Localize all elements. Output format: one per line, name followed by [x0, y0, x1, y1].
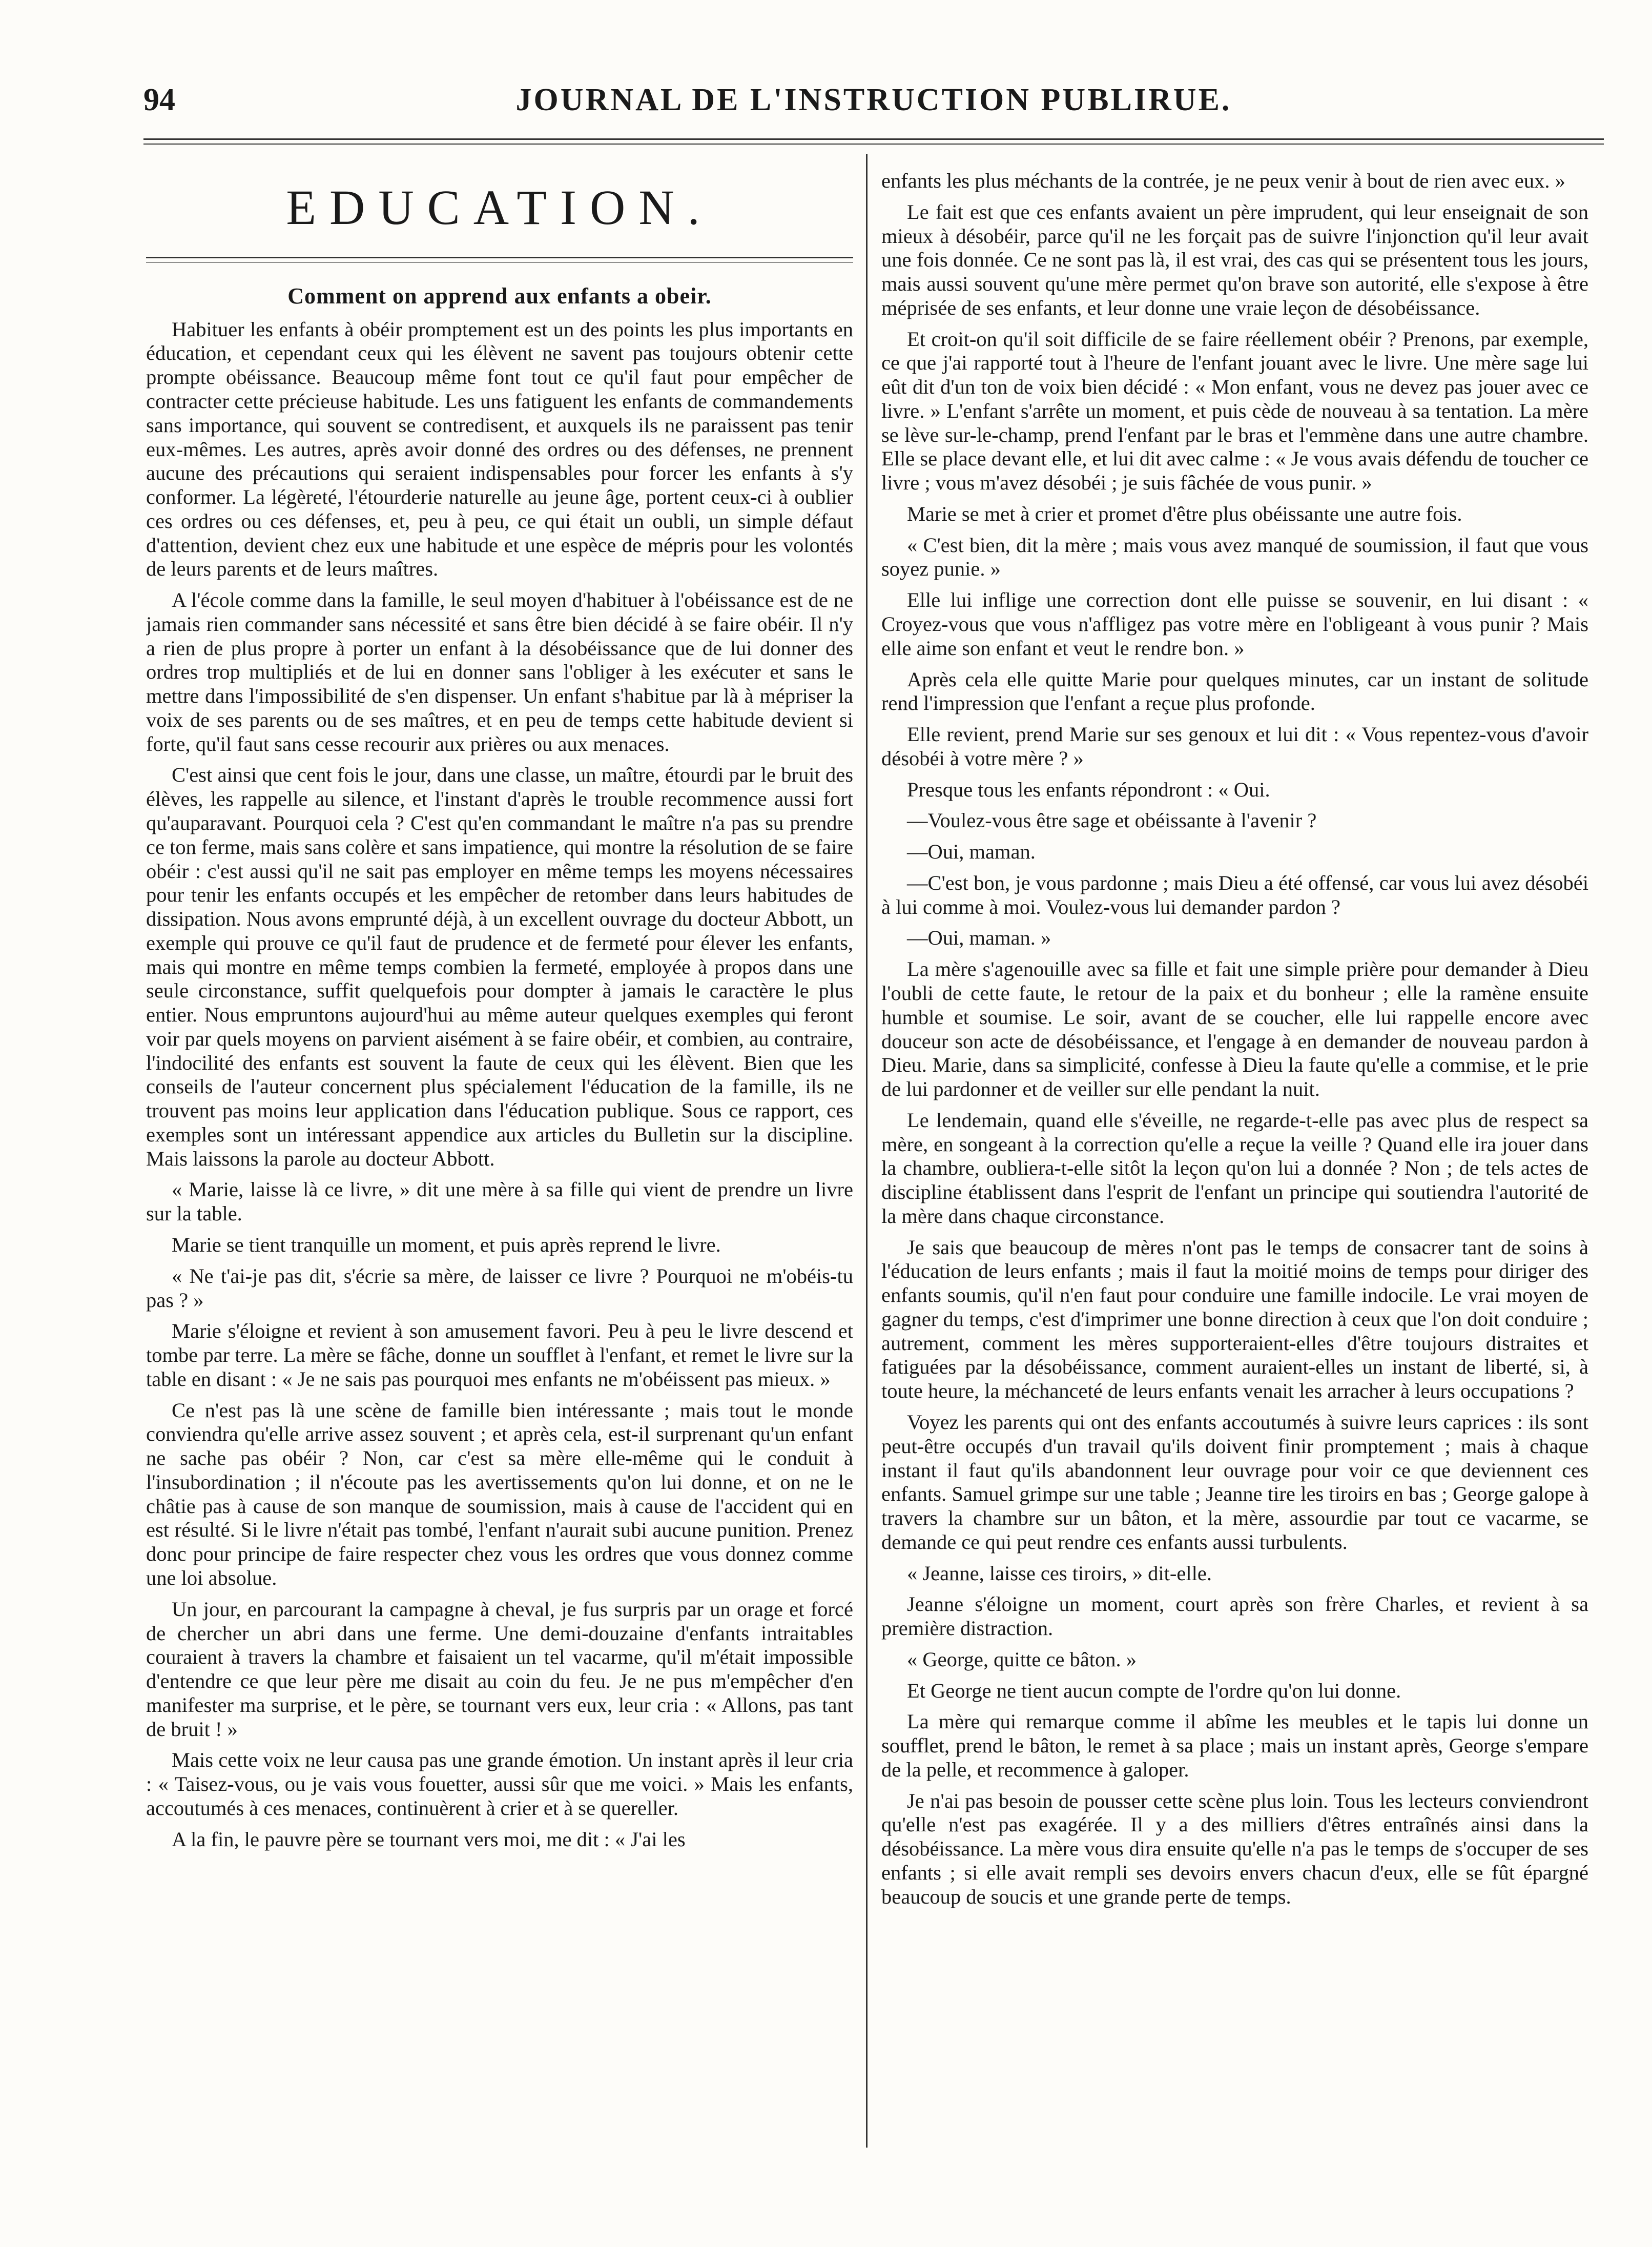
article-title: Comment on apprend aux enfants a obeir. [287, 283, 712, 309]
article-paragraph: Je sais que beaucoup de mères n'ont pas le temps de consacrer tant de soins à l'éducation de leurs enfants ; mais il faut la moitié moins de temps pour diriger des enfants soumis, qu'il n'en faut pour conduire une famille indocile. Le vrai moyen de gagner du temps, c'est d'imprimer une bonne direction à ceux que l'on doit conduire ; autrement, comment les mères supporteraient-elles d'être toujours distraites et fatiguées par la désobéissance, comment auraient-elles un instant de liberté, si, à toute heure, la méchanceté de leurs enfants venait les arracher à leurs occupations ? [881, 1235, 1588, 1403]
article-paragraph: Elle revient, prend Marie sur ses genoux et lui dit : « Vous repentez-vous d'avoir désobéi à votre mère ? » [881, 723, 1588, 770]
article-paragraph: —Voulez-vous être sage et obéissante à l'avenir ? [907, 809, 1317, 832]
article-paragraph: Et George ne tient aucun compte de l'ordre qu'on lui donne. [907, 1679, 1401, 1702]
section-title: EDUCATION. [286, 180, 713, 235]
article-paragraph: Le lendemain, quand elle s'éveille, ne regarde-t-elle pas avec plus de respect sa mère, en songeant à la correction qu'elle a reçue la veille ? Quand elle ira jouer dans la chambre, oubliera-t-elle sitôt la leçon qu'on lui a donnée ? Non ; de tels actes de discipline établissent dans l'esprit de l'enfant un principe qui soutiendra l'autorité de la mère dans chaque circonstance. [881, 1108, 1588, 1228]
article-paragraph: Marie se met à crier et promet d'être plus obéissante une autre fois. [907, 502, 1462, 525]
article-paragraph: « Jeanne, laisse ces tiroirs, » dit-elle. [907, 1561, 1212, 1585]
left-column [146, 169, 853, 2127]
page-header [143, 82, 1604, 128]
article-paragraph: « C'est bien, dit la mère ; mais vous avez manqué de soumission, il faut que vous soyez punie. » [881, 533, 1588, 581]
article-paragraph: Le fait est que ces enfants avaient un père imprudent, qui leur enseignait de son mieux à désobéir, parce qu'il ne les forçait pas de suivre l'injonction qu'il leur avait une fois donnée. Ce ne sont pas là, il est vrai, des cas qui se présentent tous les jours, mais aussi souvent qu'une mère permet qu'on brave son autorité, elle s'expose à être méprisée de ses enfants, et leur donne une vraie leçon de désobéissance. [881, 200, 1588, 319]
article-paragraph: La mère s'agenouille avec sa fille et fait une simple prière pour demander à Dieu l'oubli de cette faute, le retour de la paix et du bonheur ; elle la ramène ensuite humble et soumise. Le soir, avant de se coucher, elle lui rappelle encore avec douceur son acte de désobéissance, et l'engage à en demander de nouveau pardon à Dieu. Marie, dans sa simplicité, confesse à Dieu la faute qu'elle a commise, et le prie de lui pardonner et de veiller sur elle pendant la nuit. [881, 957, 1588, 1101]
article-paragraph: —C'est bon, je vous pardonne ; mais Dieu a été offensé, car vous lui avez désobéi à lui comme à moi. Voulez-vous lui demander pardon ? [881, 871, 1588, 918]
section-rule-thin [146, 262, 853, 263]
article-paragraph: A l'école comme dans la famille, le seul moyen d'habituer à l'obéissance est de ne jamais rien commander sans nécessité et sans être bien décidé à se faire obéir. Il n'y a rien de plus propre à porter un enfant à la désobéissance que de lui donner des ordres trop multipliés et de lui en donner sans l'obliger à les exécuter et sans le mettre dans l'impossibilité de s'en dispenser. Un enfant s'habitue par là à mépriser la voix de ses parents ou de ses maîtres, et en peu de temps cette habitude devient si forte, qu'il faut sans cesse recourir aux prières ou aux menaces. [146, 588, 853, 755]
article-paragraph: Jeanne s'éloigne un moment, court après son frère Charles, et revient à sa première distraction. [881, 1592, 1588, 1640]
article-paragraph: Mais cette voix ne leur causa pas une grande émotion. Un instant après il leur cria : « Taisez-vous, ou je vais vous fouetter, aussi sûr que me voici. » Mais les enfants, accoutumés à ces menaces, continuèrent à crier et à se quereller. [146, 1748, 853, 1820]
header-rule-thin [143, 144, 1604, 145]
article-paragraph: Marie s'éloigne et revient à son amusement favori. Peu à peu le livre descend et tombe par terre. La mère se fâche, donne un soufflet à l'enfant, et remet le livre sur la table en disant : « Je ne sais pas pourquoi mes enfants ne m'obéissent pas mieux. » [146, 1319, 853, 1391]
article-paragraph: Un jour, en parcourant la campagne à cheval, je fus surpris par un orage et forcé de chercher un abri dans une ferme. Une demi-douzaine d'enfants intraitables couraient à travers la chambre et faisaient un tel vacarme, qu'il m'était impossible d'entendre ce que leur père me disait au coin du feu. Je ne pus m'empêcher d'en manifester ma surprise, et le père, se tournant vers eux, leur cria : « Allons, pas tant de bruit ! » [146, 1597, 853, 1741]
section-rule [146, 257, 853, 258]
page-number: 94 [143, 83, 175, 117]
article-paragraph: enfants les plus méchants de la contrée, je ne peux venir à bout de rien avec eux. » [881, 169, 1565, 192]
article-paragraph: Elle lui inflige une correction dont elle puisse se souvenir, en lui disant : « Croyez-vous que vous n'affligez pas votre mère en l'obligeant à vous punir ? Mais elle aime son enfant et veut le rendre bon. » [881, 588, 1588, 660]
right-column [881, 169, 1588, 2127]
article-paragraph: « Ne t'ai-je pas dit, s'écrie sa mère, de laisser ce livre ? Pourquoi ne m'obéis-tu pas ? » [146, 1264, 853, 1312]
article-paragraph: C'est ainsi que cent fois le jour, dans une classe, un maître, étourdi par le bruit des élèves, les rappelle au silence, et l'instant d'après le trouble recommence aussi fort qu'auparavant. Pourquoi cela ? C'est qu'en commandant le maître n'a pas su prendre ce ton ferme, mais sans colère et sans impatience, qui montre la résolution de se faire obéir : c'est aussi qu'il ne sait pas employer en même temps les moyens nécessaires pour tenir les enfants occupés et les empêcher de retomber dans leurs habitudes de dissipation. Nous avons emprunté déjà, à un excellent ouvrage du docteur Abbott, un exemple qui prouve ce qu'il faut de prudence et de fermeté pour élever les enfants, mais qui montre en même temps combien la fermeté, employée à propos dans une seule circonstance, suffit quelquefois pour dompter à jamais le caractère le plus entier. Nous empruntons aujourd'hui au même auteur quelques exemples qui feront voir par quels moyens on parvient aisément à se faire obéir, et combien, au contraire, l'indocilité des enfants est souvent la faute de ceux qui les élèvent. Bien que les conseils de l'auteur concernent plus spécialement l'éducation de la famille, ils ne trouvent pas moins leur application dans l'éducation publique. Sous ce rapport, ces exemples sont un intéressant appendice aux articles du Bulletin sur la discipline. Mais laissons la parole au docteur Abbott. [146, 763, 853, 1170]
article-paragraph: —Oui, maman. » [907, 926, 1051, 950]
article-paragraph: « Marie, laisse là ce livre, » dit une mère à sa fille qui vient de prendre un livre sur la table. [146, 1178, 853, 1225]
article-paragraph: « George, quitte ce bâton. » [907, 1647, 1137, 1671]
article-paragraph: A la fin, le pauvre père se tournant vers moi, me dit : « J'ai les [172, 1827, 686, 1851]
column-divider [866, 154, 868, 2148]
article-paragraph: La mère qui remarque comme il abîme les meubles et le tapis lui donne un soufflet, prend le bâton, le remet à sa place ; mais un instant après, George s'empare de la pelle, et recommence à galoper. [881, 1710, 1588, 1781]
article-paragraph: Marie se tient tranquille un moment, et puis après reprend le livre. [172, 1233, 721, 1257]
article-paragraph: Voyez les parents qui ont des enfants accoutumés à suivre leurs caprices : ils sont peut-être occupés d'un travail qu'ils doivent finir promptement ; mais à chaque instant il faut qu'ils abandonnent leur ouvrage pour voir ce que deviennent ces enfants. Samuel grimpe sur une table ; Jeanne tire les tiroirs en bas ; George galope à travers la chambre sur un bâton, et la mère, assourdie par tout ce vacarme, se demande ce qui peut rendre ces enfants aussi turbulents. [881, 1410, 1588, 1554]
running-title: JOURNAL DE L'INSTRUCTION PUBLIRUE. [515, 83, 1232, 117]
article-paragraph: Après cela elle quitte Marie pour quelques minutes, car un instant de solitude rend l'impression que l'enfant a reçue plus profonde. [881, 667, 1588, 715]
article-paragraph: Ce n'est pas là une scène de famille bien intéressante ; mais tout le monde conviendra qu'elle arrive assez souvent ; et après cela, est-il surprenant qu'un enfant ne sache pas obéir ? Non, car c'est sa mère elle-même qui le conduit à l'insubordination ; il n'écoute pas les avertissements qu'on lui donne, et on ne le châtie pas à cause de son manque de soumission, mais à cause de l'accident qui en est résulté. Si le livre n'était pas tombé, l'enfant n'aurait subi aucune punition. Prenez donc pour principe de faire respecter chez vous les ordres que vous donnez comme une loi absolue. [146, 1398, 853, 1589]
article-paragraph: Je n'ai pas besoin de pousser cette scène plus loin. Tous les lecteurs conviendront qu'elle n'est pas exagérée. Il y a des milliers d'êtres entraînés ainsi dans la désobéissance. La mère vous dira ensuite qu'elle n'a pas le temps de s'occuper de ses enfants ; si elle avait rempli ses devoirs envers chacun d'eux, elle se fût épargné beaucoup de soucis et une grande perte de temps. [881, 1789, 1588, 1908]
article-paragraph: Et croit-on qu'il soit difficile de se faire réellement obéir ? Prenons, par exemple, ce que j'ai rapporté tout à l'heure de l'enfant jouant avec le livre. Une mère sage lui eût dit d'un ton de voix bien décidé : « Mon enfant, vous ne devez pas jouer avec ce livre. » L'enfant s'arrête un moment, et puis cède de nouveau à sa tentation. La mère se lève sur-le-champ, prend l'enfant par le bras et l'emmène dans une autre chambre. Elle se place devant elle, et lui dit avec calme : « Je vous avais défendu de toucher ce livre ; vous m'avez désobéi ; je suis fâchée de vous punir. » [881, 327, 1588, 495]
article-paragraph: —Oui, maman. [907, 840, 1036, 864]
header-rule [143, 138, 1604, 140]
article-paragraph: Habituer les enfants à obéir promptement est un des points les plus importants en éducation, et cependant ceux qui les élèvent ne savent pas toujours obtenir cette prompte obéissance. Beaucoup même font tout ce qu'il faut pour empêcher de contracter cette précieuse habitude. Les uns fatiguent les enfants de commandements sans importance, qui souvent se contredisent, et auxquels ils ne paraissent pas tenir eux-mêmes. Les autres, après avoir donné des ordres ou des défenses, ne prennent aucune des précautions qui seraient indispensables pour forcer les enfants à s'y conformer. La légèreté, l'étourderie naturelle au jeune âge, portent ceux-ci à oublier ces ordres ou ces défenses, et, peu à peu, ce qui était un oubli, un simple défaut d'attention, devient chez eux une habitude et une espèce de mépris pour les volontés de leurs parents et de leurs maîtres. [146, 317, 853, 581]
article-paragraph: Presque tous les enfants répondront : « Oui. [907, 778, 1270, 801]
